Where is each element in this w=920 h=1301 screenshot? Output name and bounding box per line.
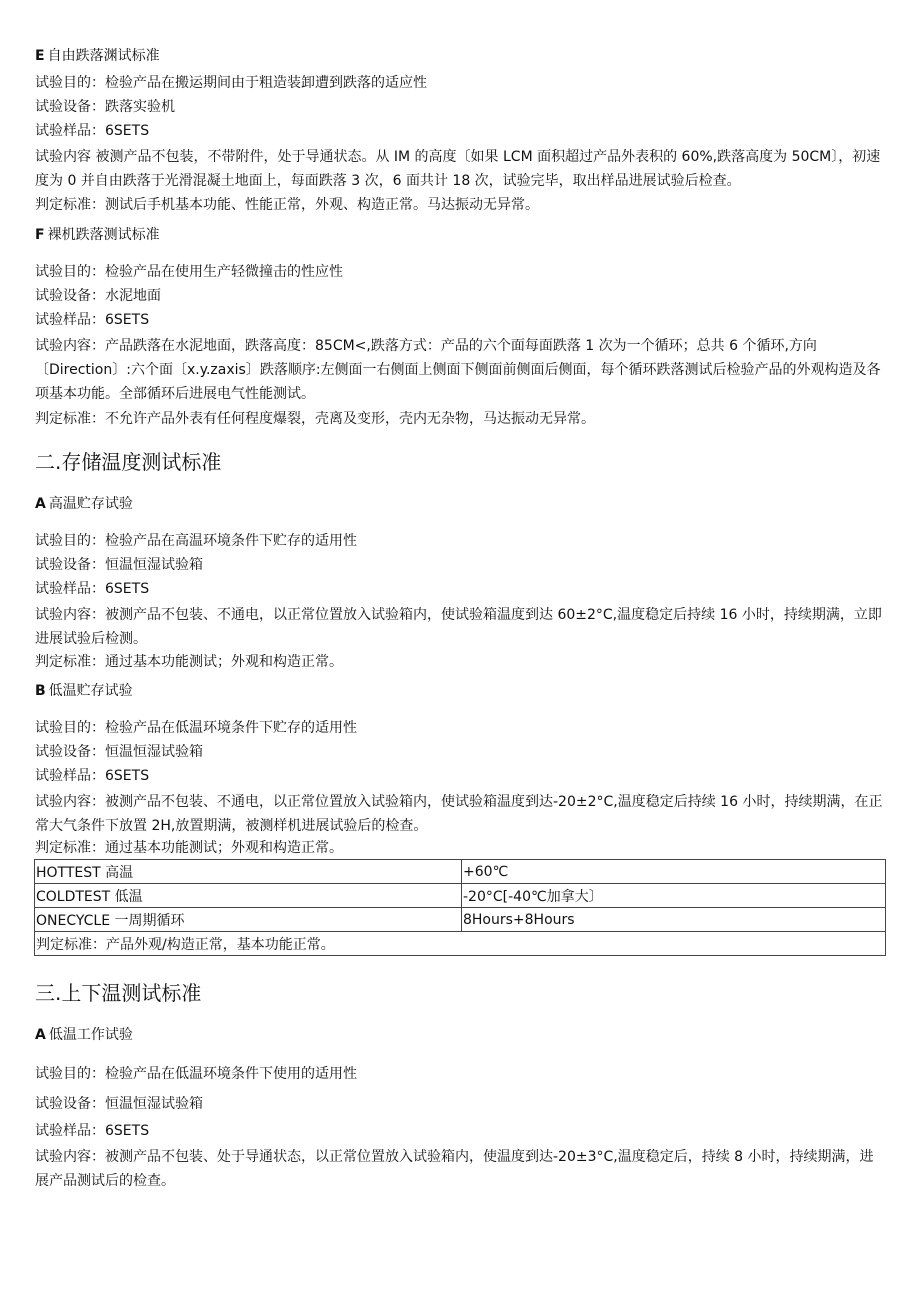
section-a3-heading (35, 1025, 133, 1045)
table-cell: HOTTEST 高温 (35, 860, 462, 884)
section-e-purpose: 试验目的：检验产品在搬运期间由于粗造装卸遭到跌落的适应性 (35, 75, 427, 91)
section-a2-content: 试验内容：被测产品不包装、不通电，以正常位置放入试验箱内，使试验箱温度到达 60±2°C,温度稳定后持续 16 小时，持续期满，立即进展试验后检测。 (35, 607, 882, 647)
section-b2-criteria: 判定标准：通过基本功能测试；外观和构造正常。 (35, 840, 343, 856)
section-a2-heading (35, 494, 133, 514)
section-a2-samples: 试验样品：6SETS (35, 581, 150, 597)
table-cell: 8Hours+8Hours (462, 908, 886, 932)
section-e-title: 自由跌落渊试标准 (47, 48, 160, 64)
section-a3-samples: 试验样品：6SETS (35, 1123, 150, 1139)
section-a2-letter: A (35, 496, 46, 512)
section-e-heading (35, 46, 160, 66)
section-a3-letter: A (35, 1027, 46, 1043)
table-cell: COLDTEST 低温 (35, 884, 462, 908)
section-a3-title: 低温工作试验 (48, 1027, 133, 1043)
section-a3-equipment: 试验设备：恒温恒湿试验箱 (35, 1096, 203, 1112)
section-a3-purpose: 试验目的：检验产品在低温环境条件下使用的适用性 (35, 1066, 357, 1082)
section-e-criteria: 判定标准：测试后手机基本功能、性能正常，外观、构造正常。马达振动无异常。 (35, 197, 539, 213)
section-b2-content: 试验内容：被测产品不包装、不通电，以正常位置放入试验箱内，使试验箱温度到达-20±2°C,温度稳定后持续 16 小时，持续期满，在正常大气条件下放置 2H,放置期满，被测样机进展试验后的检查。 (35, 794, 883, 834)
section-e-content: 试验内容 被测产品不包装，不带附件，处于导通状态。从 IM 的高度〔如果 LCM 面积超过产品外表积的 60%,跌落高度为 50CM〕，初速度为 0 并自由跌落于光滑混凝土地面上，每面跌落 3 次，6 面共计 18 次，试验完毕，取出样品进展试验后检查。 (35, 149, 881, 189)
section-f-purpose: 试验目的：检验产品在使用生产轻微撞击的性应性 (35, 264, 343, 280)
temperature-spec-table (34, 859, 886, 956)
section-b2-equipment: 试验设备：恒温恒湿试验箱 (35, 744, 203, 760)
heading-high-low-temperature: 三.上下温测试标准 (35, 981, 202, 1005)
section-a3-content: 试验内容：被测产品不包装、处于导通状态，以正常位置放入试验箱内，使温度到达-20±3°C,温度稳定后，持续 8 小时，持续期满，进展产品测试后的检查。 (35, 1149, 874, 1189)
section-b2-purpose: 试验目的：检验产品在低温环境条件下贮存的适用性 (35, 720, 357, 736)
section-a2-title: 高温贮存试验 (48, 496, 133, 512)
section-f-heading (35, 225, 160, 245)
section-b2-letter: B (35, 683, 46, 699)
table-footer-row (35, 932, 886, 956)
section-a2-equipment: 试验设备：恒温恒湿试验箱 (35, 557, 203, 573)
section-f-equipment: 试验设备：水泥地面 (35, 288, 161, 304)
section-f-letter: F (35, 227, 45, 243)
heading-storage-temperature: 二.存储温度测试标准 (35, 450, 222, 474)
table-footer-cell: 判定标准：产品外观/构造正常，基本功能正常。 (35, 932, 886, 956)
section-b2-samples: 试验样品：6SETS (35, 768, 150, 784)
table-cell: ONECYCLE 一周期循环 (35, 908, 462, 932)
section-e-samples: 试验样品：6SETS (35, 123, 150, 139)
section-b2-heading (35, 681, 133, 701)
section-f-samples: 试验样品：6SETS (35, 312, 150, 328)
section-b2-title: 低温贮存试验 (48, 683, 133, 699)
section-f-content: 试验内容：产品跌落在水泥地面，跌落高度：85CM<,跌落方式：产品的六个面每面跌落 1 次为一个循环；总共 6 个循环,方向〔Direction〕:六个面〔x.y.zaxis〕跌落顺序:左侧面一右侧面上侧面下侧面前侧面后侧面，每个循环跌落测试后检验产品的外观构造及各项基本功能。全部循环后进展电气性能测试。 (35, 338, 881, 402)
section-f-criteria: 判定标准：不允许产品外表有任何程度爆裂，壳离及变形，壳内无杂物，马达振动无异常。 (35, 411, 595, 427)
table-cell: -20°C[-40℃加拿大〕 (462, 884, 886, 908)
table-cell: +60℃ (462, 860, 886, 884)
table-row (35, 860, 886, 884)
table-row (35, 908, 886, 932)
section-e-letter: E (35, 48, 45, 64)
section-a2-criteria: 判定标准：通过基本功能测试；外观和构造正常。 (35, 654, 343, 670)
section-a2-purpose: 试验目的：检验产品在高温环境条件下贮存的适用性 (35, 533, 357, 549)
table-row (35, 884, 886, 908)
section-e-equipment: 试验设备：跌落实验机 (35, 99, 175, 115)
section-f-title: 裸机跌落测试标准 (47, 227, 160, 243)
